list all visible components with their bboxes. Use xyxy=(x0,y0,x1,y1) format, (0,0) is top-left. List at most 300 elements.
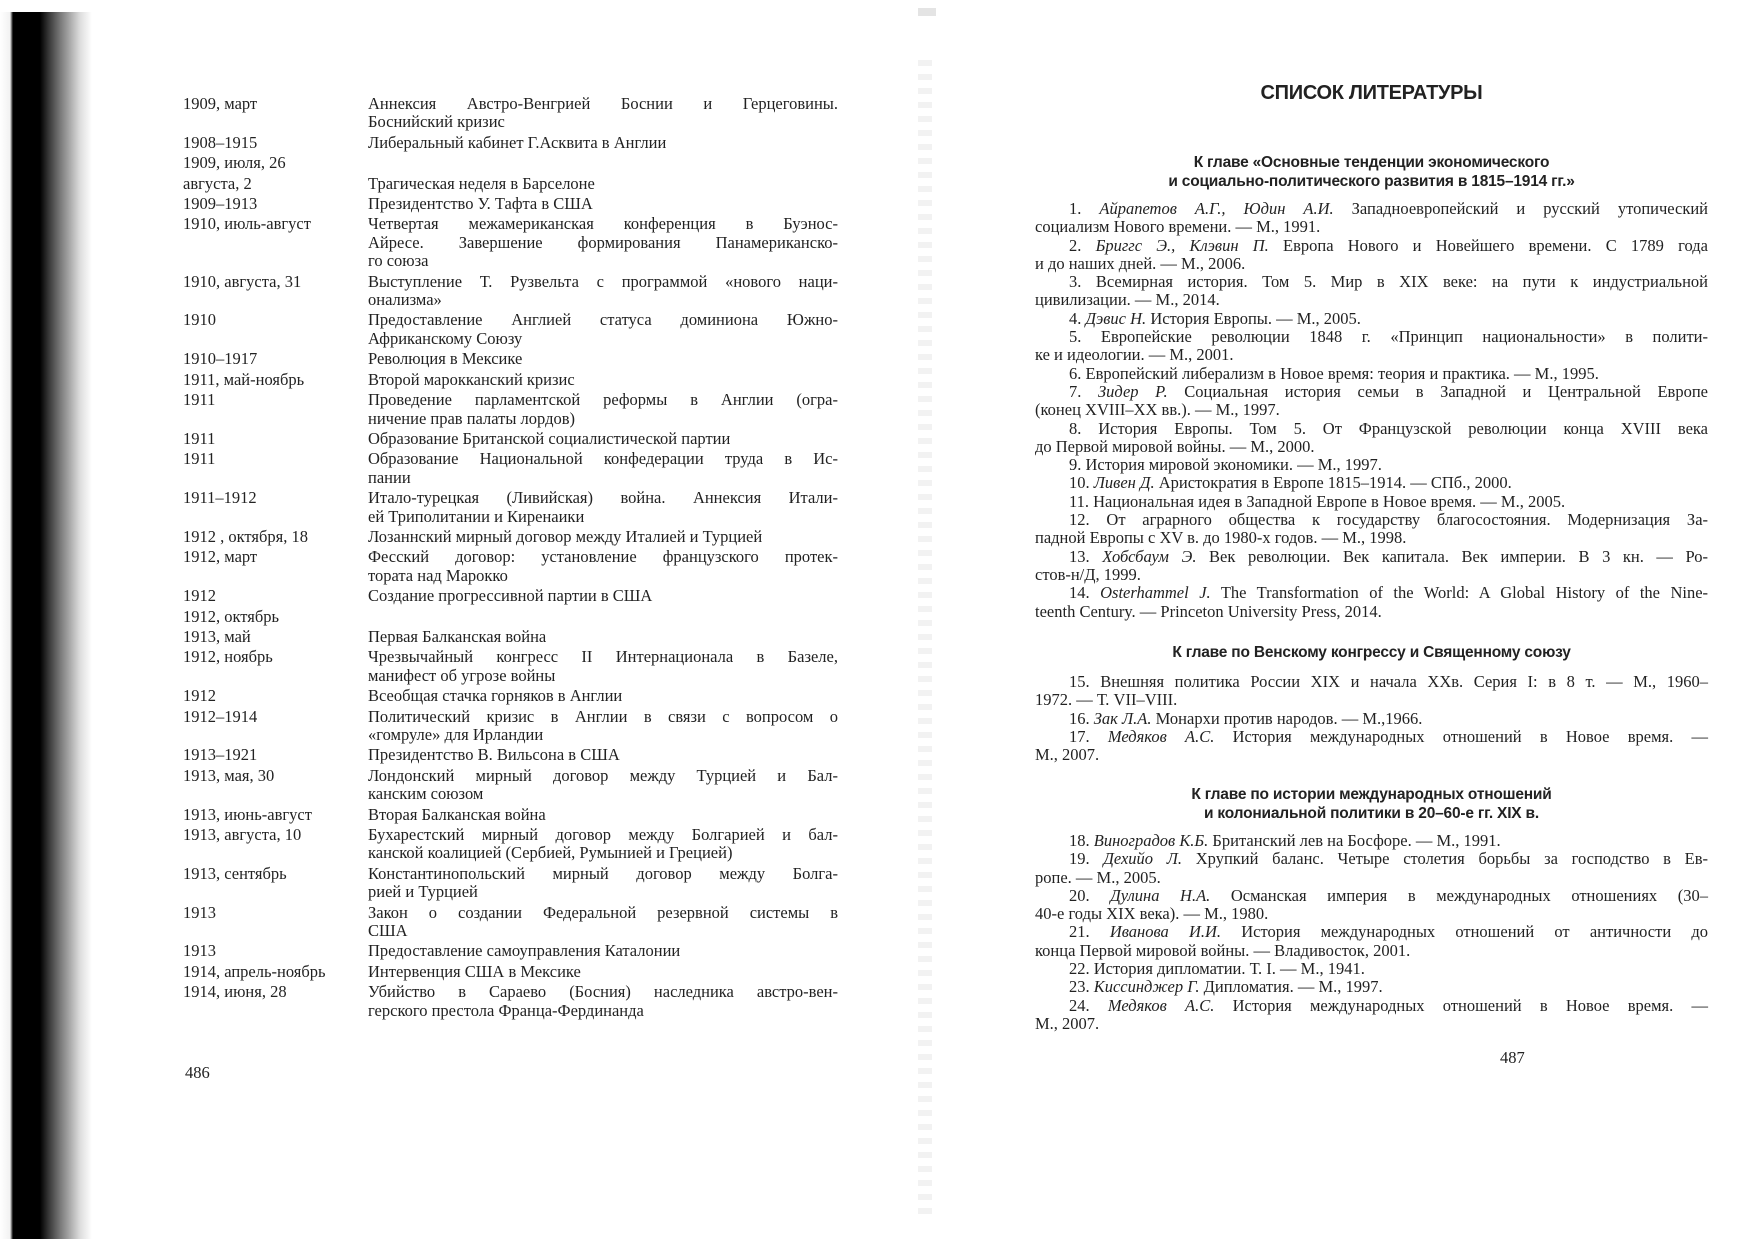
reference-entry xyxy=(1035,923,1708,960)
reference-text: социализм Нового времени. — М., 1991. xyxy=(1035,217,1321,237)
event-date: 1912, март xyxy=(183,547,258,567)
event-description xyxy=(368,826,838,863)
event-description xyxy=(368,430,838,448)
reference-author: Хобсбаум Э. xyxy=(1102,546,1197,566)
chronology-row xyxy=(183,154,843,172)
event-date: 1911, май-ноябрь xyxy=(183,369,305,389)
chronology-row xyxy=(183,904,843,941)
event-line: Выступление Т. Рузвельта с программой «нового нaци- xyxy=(368,271,838,291)
reference-line xyxy=(1035,997,1708,1015)
reference-author: Киссинджер Г. xyxy=(1093,977,1200,997)
event-line: тората над Марокко xyxy=(368,565,508,585)
chronology-row xyxy=(183,648,843,685)
chronology-row xyxy=(183,350,843,368)
event-line: Константинопольский мирный договор между Болга- xyxy=(368,863,838,883)
reference-text: От аграрного общества к государству благосостояния. Модернизация За- xyxy=(1106,510,1709,530)
event-date: 1912 xyxy=(183,586,216,606)
event-description xyxy=(368,587,838,605)
chronology-row xyxy=(183,134,843,152)
page-number-left: 486 xyxy=(185,1063,210,1082)
event-date: 1913, мая, 30 xyxy=(183,765,275,785)
chronology-row xyxy=(183,311,843,348)
event-date: 1911 xyxy=(183,449,216,469)
reference-number: 17. xyxy=(1069,726,1090,746)
event-line: Трагическая неделя в Барселоне xyxy=(368,173,595,193)
reference-line xyxy=(1035,603,1708,621)
event-description xyxy=(368,687,838,705)
reference-line xyxy=(1035,365,1708,383)
event-date: 1912, октябрь xyxy=(183,606,280,626)
reference-text: teenth Century. — Princeton University Press, 2014. xyxy=(1035,601,1382,621)
reference-text: до Первой мировой войны. — М., 2000. xyxy=(1035,436,1315,456)
reference-text: и до наших дней. — М., 2006. xyxy=(1035,253,1246,273)
scan-mark xyxy=(918,8,936,16)
reference-line xyxy=(1035,850,1708,868)
reference-entry xyxy=(1035,978,1708,996)
reference-author: Бриггс Э., Клэвин П. xyxy=(1095,235,1269,255)
reference-entry xyxy=(1035,710,1708,728)
event-line: Убийство в Сараево (Босния) наследника австро-вен- xyxy=(368,982,838,1002)
event-line: манифест об угрозе войны xyxy=(368,665,556,685)
reference-number: 2. xyxy=(1069,235,1082,255)
reference-number: 6. xyxy=(1069,363,1082,383)
reference-line xyxy=(1035,710,1708,728)
event-line: Либеральный кабинет Г.Асквита в Англии xyxy=(368,132,667,152)
reference-entry xyxy=(1035,200,1708,237)
chronology-table xyxy=(183,95,843,1022)
reference-text: Британский лев на Босфоре. — М., 1991. xyxy=(1212,831,1501,850)
chronology-row xyxy=(183,489,843,526)
chronology-row xyxy=(183,708,843,745)
event-line: Политический кризис в Англии в связи с вопросом о xyxy=(368,706,838,726)
row-gap xyxy=(183,1020,843,1022)
reference-entry xyxy=(1035,832,1708,850)
reference-entry xyxy=(1035,673,1708,710)
event-date: 1909, март xyxy=(183,94,258,113)
chronology-row xyxy=(183,587,843,605)
chronology-row xyxy=(183,430,843,448)
reference-number: 22. xyxy=(1069,959,1090,979)
reference-number: 7. xyxy=(1069,381,1082,401)
reference-entry xyxy=(1035,511,1708,548)
reference-text: падной Европы с XV в. до 1980-х годов. — М., 1998. xyxy=(1035,528,1407,548)
reference-author: Зак Л.А. xyxy=(1093,708,1152,728)
reference-list xyxy=(1035,673,1708,764)
reference-text: Век революции. Век капитала. Век империи. В 3 кн. — Ро- xyxy=(1209,546,1709,566)
heading-line: К главе по истории международных отношений xyxy=(1191,786,1552,803)
reference-number: 13. xyxy=(1069,546,1090,566)
book-binding-shadow xyxy=(0,12,95,1239)
event-date: 1914, апрель-ноябрь xyxy=(183,961,326,981)
reference-entry xyxy=(1035,960,1708,978)
reference-entry xyxy=(1035,887,1708,924)
reference-line xyxy=(1035,905,1708,923)
event-line: Айресе. Завершение формирования Панамериканско- xyxy=(368,232,838,252)
event-line: Вторая Балканская война xyxy=(368,804,546,824)
reference-text: М., 2007. xyxy=(1035,745,1100,765)
reference-entry xyxy=(1035,584,1708,621)
section-heading xyxy=(1035,785,1708,823)
page-gutter xyxy=(918,60,932,1220)
reference-entry xyxy=(1035,365,1708,383)
chronology-row xyxy=(183,215,843,270)
chronology-row xyxy=(183,826,843,863)
reference-text: История мировой экономики. — М., 1997. xyxy=(1085,455,1382,475)
event-description xyxy=(368,134,838,152)
heading-line: К главе по Венскому конгрессу и Священному союзу xyxy=(1172,644,1571,661)
reference-line xyxy=(1035,691,1708,709)
event-description xyxy=(368,450,838,487)
reference-text: Всемирная история. Том 5. Мир в XIX веке: на пути к индустриальной xyxy=(1095,272,1708,292)
event-date: 1913 xyxy=(183,941,216,961)
reference-number: 11. xyxy=(1069,491,1090,511)
event-line: Революция в Мексике xyxy=(368,349,523,369)
event-line: Лондонский мирный договор между Турцией и Бал- xyxy=(368,765,838,785)
event-line: Предоставление Англией статуса доминиона Южно- xyxy=(368,310,838,330)
reference-number: 15. xyxy=(1069,672,1090,691)
event-date: 1913, августа, 10 xyxy=(183,825,302,845)
reference-line xyxy=(1035,529,1708,547)
reference-line xyxy=(1035,869,1708,887)
event-line: Закон о создании Федеральной резервной системы в xyxy=(368,902,838,922)
reference-author: Дэвис Н. xyxy=(1085,308,1147,328)
reference-line xyxy=(1035,310,1708,328)
event-date: 1910, августа, 31 xyxy=(183,271,302,291)
event-description xyxy=(368,608,838,626)
event-date: 1908–1915 xyxy=(183,132,258,152)
event-line: «гомруле» для Ирландии xyxy=(368,725,544,744)
heading-line: и колониальной политики в 20–60-е гг. XIX в. xyxy=(1204,805,1539,822)
reference-list xyxy=(1035,200,1708,621)
reference-line xyxy=(1035,255,1708,273)
event-line: Создание прогрессивной партии в США xyxy=(368,586,653,606)
event-date: 1910, июль-август xyxy=(183,214,311,234)
event-line: Бухарестский мирный договор между Болгарией и бал- xyxy=(368,825,838,845)
event-description xyxy=(368,175,838,193)
reference-line xyxy=(1035,438,1708,456)
reference-text: История Европы. Том 5. От Французской революции конца XVIII века xyxy=(1098,418,1708,438)
reference-line xyxy=(1035,887,1708,905)
reference-entry xyxy=(1035,728,1708,765)
reference-text: Европейский либерализм в Новое время: теория и практика. — М., 1995. xyxy=(1085,363,1599,383)
reference-text: Западноевропейский и русский утопический xyxy=(1351,199,1709,218)
reference-author: Дехийо Л. xyxy=(1103,849,1183,869)
event-description xyxy=(368,648,838,685)
reference-author: Медяков А.С. xyxy=(1107,726,1215,746)
reference-text: Османская империя в международных отношениях (30– xyxy=(1230,885,1708,905)
event-line: Президентство В. Вильсона в США xyxy=(368,745,620,765)
reference-line xyxy=(1035,383,1708,401)
chronology-row xyxy=(183,371,843,389)
event-line: канским союзом xyxy=(368,784,484,804)
event-description xyxy=(368,350,838,368)
event-description xyxy=(368,904,838,941)
event-line: Первая Балканская война xyxy=(368,626,547,646)
chronology-row xyxy=(183,548,843,585)
event-description xyxy=(368,548,838,585)
event-date: 1911 xyxy=(183,428,216,448)
reference-line xyxy=(1035,1015,1708,1033)
reference-entry xyxy=(1035,383,1708,420)
reference-text: Социальная история семьи в Западной и Центральной Европе xyxy=(1184,381,1708,401)
reference-text: Внешняя политика России XIX и начала XXв. Серия I: в 8 т. — М., 1960– xyxy=(1100,672,1708,691)
reference-entry xyxy=(1035,997,1708,1034)
reference-entry xyxy=(1035,850,1708,887)
reference-author: Иванова И.И. xyxy=(1109,922,1222,942)
reference-entry xyxy=(1035,420,1708,457)
reference-line xyxy=(1035,237,1708,255)
event-line: Проведение парламентской реформы в Англии (огра- xyxy=(368,390,838,410)
event-line: Второй марокканский кризис xyxy=(368,369,575,389)
event-line: Четвертая межамериканская конференция в Буэнос- xyxy=(368,214,838,234)
event-description xyxy=(368,195,838,213)
chronology-row xyxy=(183,942,843,960)
event-description xyxy=(368,154,838,172)
reference-number: 12. xyxy=(1069,510,1090,530)
event-description xyxy=(368,273,838,310)
event-date: 1913, май xyxy=(183,626,251,646)
reference-number: 20. xyxy=(1069,885,1090,905)
reference-number: 16. xyxy=(1069,708,1090,728)
reference-entry xyxy=(1035,474,1708,492)
reference-number: 5. xyxy=(1069,327,1082,347)
reference-line xyxy=(1035,493,1708,511)
reference-number: 1. xyxy=(1069,199,1082,218)
event-date: 1912 , октября, 18 xyxy=(183,526,308,546)
reference-line xyxy=(1035,584,1708,602)
reference-number: 8. xyxy=(1069,418,1082,438)
event-line: ей Триполитании и Киренаики xyxy=(368,506,585,526)
chronology-row xyxy=(183,628,843,646)
reference-line xyxy=(1035,401,1708,419)
event-description xyxy=(368,983,838,1020)
event-date: 1914, июня, 28 xyxy=(183,982,287,1002)
reference-text: 40-е годы XIX века). — М., 1980. xyxy=(1035,904,1269,924)
reference-number: 3. xyxy=(1069,272,1082,292)
reference-text: ропе. — М., 2005. xyxy=(1035,867,1161,887)
reference-entry xyxy=(1035,273,1708,310)
reference-entry xyxy=(1035,493,1708,511)
chronology-row xyxy=(183,746,843,764)
reference-number: 10. xyxy=(1069,473,1090,493)
reference-text: (конец XVIII–XX вв.). — М., 1997. xyxy=(1035,400,1280,420)
reference-number: 19. xyxy=(1069,849,1090,869)
reference-text: История Европы. — М., 2005. xyxy=(1150,308,1361,328)
event-date: 1913, сентябрь xyxy=(183,863,287,883)
event-description xyxy=(368,942,838,960)
reference-line xyxy=(1035,728,1708,746)
reference-line xyxy=(1035,328,1708,346)
event-line: рией и Турцией xyxy=(368,882,478,902)
reference-line xyxy=(1035,456,1708,474)
reference-list xyxy=(1035,832,1708,1033)
event-description xyxy=(368,806,838,824)
event-line: ничение прав палаты лордов) xyxy=(368,408,576,428)
reference-line xyxy=(1035,346,1708,364)
reference-line xyxy=(1035,832,1708,850)
reference-line xyxy=(1035,978,1708,996)
event-line: пании xyxy=(368,467,411,487)
reference-number: 18. xyxy=(1069,831,1090,850)
reference-text: стов-н/Д, 1999. xyxy=(1035,564,1141,584)
event-date: 1913 xyxy=(183,902,216,922)
reference-number: 24. xyxy=(1069,995,1090,1015)
page-title: СПИСОК ЛИТЕРАТУРЫ xyxy=(1260,82,1483,104)
event-description xyxy=(368,215,838,270)
reference-text: ке и идеологии. — М., 2001. xyxy=(1035,345,1234,365)
reference-line xyxy=(1035,218,1708,236)
reference-number: 23. xyxy=(1069,977,1090,997)
chronology-row xyxy=(183,175,843,193)
event-line: Образование Национальной конфедерации труда в Ис- xyxy=(368,449,838,469)
event-description xyxy=(368,628,838,646)
reference-text: История международных отношений в Новое время. — xyxy=(1232,995,1708,1015)
event-line: Всеобщая стачка горняков в Англии xyxy=(368,686,623,706)
reference-text: Европейские революции 1848 г. «Принцип национальности» в полити- xyxy=(1100,327,1708,347)
reference-text: 1972. — Т. VII–VIII. xyxy=(1035,690,1178,710)
event-line: Итало-турецкая (Ливийская) война. Аннексия Итали- xyxy=(368,488,838,508)
event-line: го союза xyxy=(368,251,429,271)
reference-text: Национальная идея в Западной Европе в Новое время. — М., 2005. xyxy=(1093,491,1566,511)
event-date: 1911 xyxy=(183,390,216,410)
event-date: 1909, июля, 26 xyxy=(183,153,286,173)
reference-text: История дипломатии. Т. I. — М., 1941. xyxy=(1093,959,1365,979)
chronology-row xyxy=(183,195,843,213)
chronology-row xyxy=(183,806,843,824)
event-line: Предоставление самоуправления Каталонии xyxy=(368,941,681,961)
event-line: онализма» xyxy=(368,290,442,310)
event-description xyxy=(368,371,838,389)
reference-number: 4. xyxy=(1069,308,1082,328)
event-description xyxy=(368,746,838,764)
event-description xyxy=(368,767,838,804)
section-heading xyxy=(1035,643,1708,662)
event-date: 1910–1917 xyxy=(183,349,258,369)
event-description xyxy=(368,708,838,745)
reference-line xyxy=(1035,291,1708,309)
chronology-row xyxy=(183,608,843,626)
reference-entry xyxy=(1035,548,1708,585)
reference-number: 9. xyxy=(1069,455,1082,475)
event-description xyxy=(368,963,838,981)
reference-line xyxy=(1035,923,1708,941)
event-date: августа, 2 xyxy=(183,173,252,193)
reference-author: Зидер Р. xyxy=(1097,381,1168,401)
reference-text: История международных отношений в Новое время. — xyxy=(1232,726,1708,746)
reference-text: Аристократия в Европе 1815–1914. — СПб., 2000. xyxy=(1158,473,1512,493)
event-date: 1913–1921 xyxy=(183,745,258,765)
reference-line xyxy=(1035,420,1708,438)
event-line: Интервенция США в Мексике xyxy=(368,961,581,981)
reference-text: Монархи против народов. — М.,1966. xyxy=(1155,708,1423,728)
event-description xyxy=(368,489,838,526)
event-line: США xyxy=(368,921,408,941)
reference-line xyxy=(1035,474,1708,492)
event-line: Лозаннский мирный договор между Италией и Турцией xyxy=(368,526,763,546)
event-line: герского престола Франца-Фердинанда xyxy=(368,1000,644,1020)
reference-text: The Transformation of the World: A Global History of the Nine- xyxy=(1220,583,1709,603)
reference-line xyxy=(1035,273,1708,291)
event-date: 1913, июнь-август xyxy=(183,804,312,824)
chronology-row xyxy=(183,865,843,902)
reference-line xyxy=(1035,673,1708,691)
event-date: 1912, ноябрь xyxy=(183,647,273,667)
page-number-right: 487 xyxy=(1500,1048,1525,1067)
event-line: Президентство У. Тафта в США xyxy=(368,194,593,214)
event-line: Боснийский кризис xyxy=(368,112,505,132)
reference-author: Медяков А.С. xyxy=(1107,995,1215,1015)
chronology-row xyxy=(183,767,843,804)
chronology-row xyxy=(183,528,843,546)
reference-entry xyxy=(1035,237,1708,274)
reference-line xyxy=(1035,960,1708,978)
section-heading xyxy=(1035,153,1708,191)
reference-number: 21. xyxy=(1069,922,1090,942)
reference-line xyxy=(1035,942,1708,960)
event-date: 1910 xyxy=(183,310,216,330)
chronology-row xyxy=(183,963,843,981)
reference-text: Хрупкий баланс. Четыре столетия борьбы за господство в Ев- xyxy=(1195,849,1709,869)
reference-number: 14. xyxy=(1069,583,1090,603)
reference-entry xyxy=(1035,310,1708,328)
event-date: 1912–1914 xyxy=(183,706,258,726)
reference-line xyxy=(1035,511,1708,529)
reference-entry xyxy=(1035,328,1708,365)
reference-text: Европа Нового и Новейшего времени. С 1789 года xyxy=(1283,235,1708,255)
reference-text: Дипломатия. — М., 1997. xyxy=(1203,977,1383,997)
event-description xyxy=(368,865,838,902)
chronology-row xyxy=(183,273,843,310)
event-description xyxy=(368,95,838,132)
reference-author: Айрапетов А.Г., Юдин А.И. xyxy=(1099,199,1334,218)
event-date: 1912 xyxy=(183,686,216,706)
event-line xyxy=(368,154,838,172)
event-description xyxy=(368,391,838,428)
event-line: Образование Британской социалистической партии xyxy=(368,428,731,448)
reference-author: Виноградов К.Б. xyxy=(1093,831,1209,850)
heading-line: К главе «Основные тенденции экономического xyxy=(1193,154,1550,171)
reference-text: История международных отношений от античности до xyxy=(1241,922,1709,942)
reference-author: Дулина Н.А. xyxy=(1110,885,1211,905)
reference-text: М., 2007. xyxy=(1035,1013,1100,1033)
reference-entry xyxy=(1035,456,1708,474)
chronology-row xyxy=(183,450,843,487)
event-line: канской коалицией (Сербией, Румынией и Грецией) xyxy=(368,843,733,863)
event-line: Фесский договор: установление французского протек- xyxy=(368,547,838,567)
reference-line xyxy=(1035,566,1708,584)
event-line: Африканскому Союзу xyxy=(368,328,523,348)
chronology-row xyxy=(183,95,843,132)
reference-line xyxy=(1035,548,1708,566)
event-line xyxy=(368,608,838,626)
chronology-row xyxy=(183,391,843,428)
reference-text: цивилизации. — М., 2014. xyxy=(1035,290,1220,310)
event-date: 1909–1913 xyxy=(183,194,258,214)
reference-text: конца Первой мировой войны. — Владивосток, 2001. xyxy=(1035,940,1411,960)
chronology-row xyxy=(183,983,843,1020)
reference-line xyxy=(1035,746,1708,764)
reference-author: Ливен Д. xyxy=(1093,473,1155,493)
event-line: Аннексия Австро-Венгрией Боснии и Герцеговины. xyxy=(368,94,838,113)
chronology-row xyxy=(183,687,843,705)
event-description xyxy=(368,528,838,546)
event-description xyxy=(368,311,838,348)
reference-line xyxy=(1035,200,1708,218)
reference-author: Osterhammel J. xyxy=(1100,583,1211,603)
event-date: 1911–1912 xyxy=(183,488,257,508)
heading-line: и социально-политического развития в 1815–1914 гг.» xyxy=(1168,173,1575,190)
event-line: Чрезвычайный конгресс II Интернационала в Базеле, xyxy=(368,647,838,667)
